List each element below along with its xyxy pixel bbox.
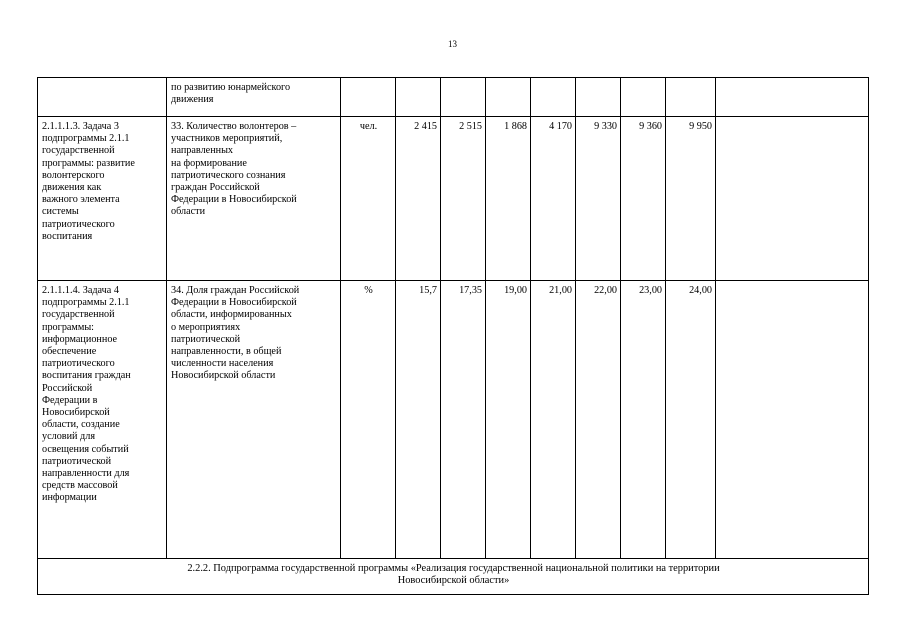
extra-cell [716,78,869,117]
indicator-cell: 34. Доля граждан Российской Федерации в Новосибирской области, информированных о мероприятиях патриотической направленности, в общей численности населения Новосибирской области [167,281,341,559]
value-cell: 9 330 [576,117,621,281]
value-cell: 1 868 [486,117,531,281]
value-cell: 17,35 [441,281,486,559]
value-cell: 9 360 [621,117,666,281]
extra-cell [716,281,869,559]
value-cell [576,78,621,117]
unit-cell: чел. [341,117,396,281]
value-cell [531,78,576,117]
task-cell [38,78,167,117]
value-cell: 2 415 [396,117,441,281]
page-number: 13 [448,39,457,49]
value-cell: 23,00 [621,281,666,559]
value-cell [621,78,666,117]
value-cell [666,78,716,117]
value-cell [441,78,486,117]
value-cell [486,78,531,117]
table-row [38,281,869,559]
extra-cell [716,117,869,281]
task-cell: 2.1.1.1.4. Задача 4 подпрограммы 2.1.1 государственной программы: информационное обеспечение патриотического воспитания граждан Российской Федерации в Новосибирской области, создание условий для освещения событий патриотической направленности для средств массовой информации [38,281,167,559]
indicator-cell: по развитию юнармейского движения [167,78,341,117]
value-cell [396,78,441,117]
value-cell: 2 515 [441,117,486,281]
section-heading: 2.2.2. Подпрограмма государственной программы «Реализация государственной национальной политики на территории Новосибирской области» [187,563,720,587]
task-cell: 2.1.1.1.3. Задача 3 подпрограммы 2.1.1 государственной программы: развитие волонтерского движения как важного элемента системы патриотического воспитания [38,117,167,281]
value-cell: 24,00 [666,281,716,559]
value-cell: 21,00 [531,281,576,559]
section-heading-cell [38,559,869,595]
value-cell: 22,00 [576,281,621,559]
indicators-table [37,77,869,595]
value-cell: 4 170 [531,117,576,281]
section-heading-row [38,559,869,595]
table-row [38,117,869,281]
indicator-cell: 33. Количество волонтеров – участников мероприятий, направленных на формирование патриотического сознания граждан Российской Федерации в Новосибирской области [167,117,341,281]
table-row [38,78,869,117]
value-cell: 9 950 [666,117,716,281]
value-cell: 15,7 [396,281,441,559]
unit-cell [341,78,396,117]
value-cell: 19,00 [486,281,531,559]
unit-cell: % [341,281,396,559]
